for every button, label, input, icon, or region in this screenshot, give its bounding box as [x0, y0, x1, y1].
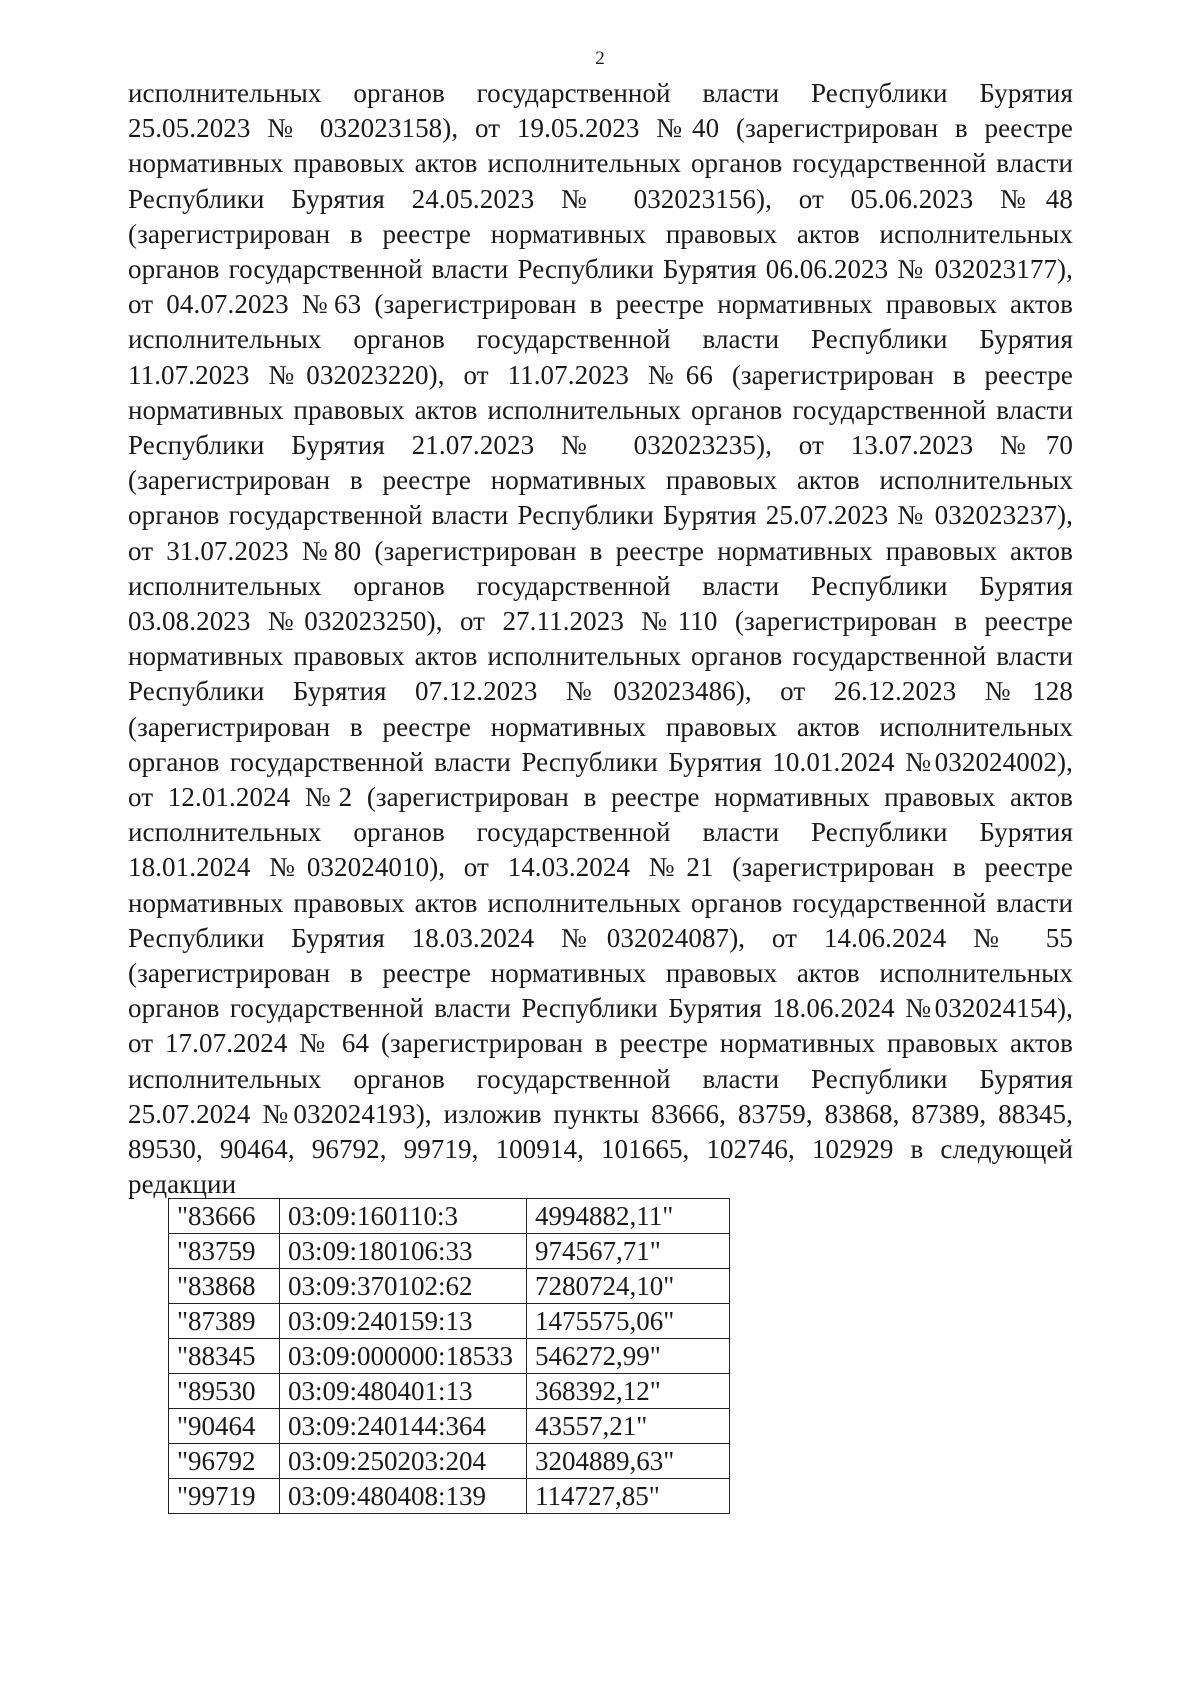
cadastral-number-cell: 03:09:180106:33 — [280, 1234, 527, 1269]
item-number-cell: "88345 — [169, 1339, 280, 1374]
cadastral-value-cell: 368392,12" — [527, 1374, 730, 1409]
cadastral-value-cell: 114727,85" — [527, 1479, 730, 1514]
cadastral-value-cell: 4994882,11" — [527, 1199, 730, 1234]
cadastral-value-cell: 43557,21" — [527, 1409, 730, 1444]
item-number-cell: "90464 — [169, 1409, 280, 1444]
item-number-cell: "83759 — [169, 1234, 280, 1269]
table-row — [169, 1444, 730, 1479]
cadastral-number-cell: 03:09:240159:13 — [280, 1304, 527, 1339]
table-body — [169, 1199, 730, 1514]
table-row — [169, 1409, 730, 1444]
table-row — [169, 1304, 730, 1339]
cadastral-number-cell: 03:09:000000:18533 — [280, 1339, 527, 1374]
cadastral-number-cell: 03:09:480401:13 — [280, 1374, 527, 1409]
cadastral-value-cell: 1475575,06" — [527, 1304, 730, 1339]
cadastral-number-cell: 03:09:480408:139 — [280, 1479, 527, 1514]
item-number-cell: "96792 — [169, 1444, 280, 1479]
cadastral-number-cell: 03:09:160110:3 — [280, 1199, 527, 1234]
cadastral-value-cell: 3204889,63" — [527, 1444, 730, 1479]
cadastral-value-cell: 546272,99" — [527, 1339, 730, 1374]
cadastral-number-cell: 03:09:250203:204 — [280, 1444, 527, 1479]
table-row — [169, 1199, 730, 1234]
cadastral-number-cell: 03:09:370102:62 — [280, 1269, 527, 1304]
item-number-cell: "89530 — [169, 1374, 280, 1409]
page-number: 2 — [595, 48, 605, 69]
cadastral-value-cell: 974567,71" — [527, 1234, 730, 1269]
cadastral-value-table — [168, 1198, 730, 1514]
item-number-cell: "83868 — [169, 1269, 280, 1304]
item-number-cell: "83666 — [169, 1199, 280, 1234]
cadastral-value-cell: 7280724,10" — [527, 1269, 730, 1304]
table-row — [169, 1479, 730, 1514]
body-paragraph: исполнительных органов государственной власти Республики Бурятия 25.05.2023 № 032023158), от 19.05.2023 №40 (зарегистрирован в реестре нормативных правовых актов исполнительных органов государственной власти Республики Бурятия 24.05.2023 № 032023156), от 05.06.2023 №48 (зарегистрирован в реестре нормативных правовых актов исполнительных органов государственной власти Республики Бурятия 06.06.2023 № 032023177), от 04.07.2023 №63 (зарегистрирован в реестре нормативных правовых актов исполнительных органов государственной власти Республики Бурятия 11.07.2023 №032023220), от 11.07.2023 №66 (зарегистрирован в реестре нормативных правовых актов исполнительных органов государственной власти Республики Бурятия 21.07.2023 № 032023235), от 13.07.2023 №70 (зарегистрирован в реестре нормативных правовых актов исполнительных органов государственной власти Республики Бурятия 25.07.2023 № 032023237), от 31.07.2023 №80 (зарегистрирован в реестре нормативных правовых актов исполнительных органов государственной власти Республики Бурятия 03.08.2023 №032023250), от 27.11.2023 №110 (зарегистрирован в реестре нормативных правовых актов исполнительных органов государственной власти Республики Бурятия 07.12.2023 №032023486), от 26.12.2023 №128 (зарегистрирован в реестре нормативных правовых актов исполнительных органов государственной власти Республики Бурятия 10.01.2024 №032024002), от 12.01.2024 №2 (зарегистрирован в реестре нормативных правовых актов исполнительных органов государственной власти Республики Бурятия 18.01.2024 №032024010), от 14.03.2024 №21 (зарегистрирован в реестре нормативных правовых актов исполнительных органов государственной власти Республики Бурятия 18.03.2024 №032024087), от 14.06.2024 № 55 (зарегистрирован в реестре нормативных правовых актов исполнительных органов государственной власти Республики Бурятия 18.06.2024 №032024154), от 17.07.2024 № 64 (зарегистрирован в реестре нормативных правовых актов исполнительных органов государственной власти Республики Бурятия 25.07.2024 №032024193), изложив пункты 83666, 83759, 83868, 87389, 88345, 89530, 90464, 96792, 99719, 100914, 101665, 102746, 102929 в следующей редакции — [128, 78, 1073, 1200]
table-row — [169, 1339, 730, 1374]
table-row — [169, 1234, 730, 1269]
table-row — [169, 1269, 730, 1304]
cadastral-number-cell: 03:09:240144:364 — [280, 1409, 527, 1444]
item-number-cell: "99719 — [169, 1479, 280, 1514]
item-number-cell: "87389 — [169, 1304, 280, 1339]
table-row — [169, 1374, 730, 1409]
